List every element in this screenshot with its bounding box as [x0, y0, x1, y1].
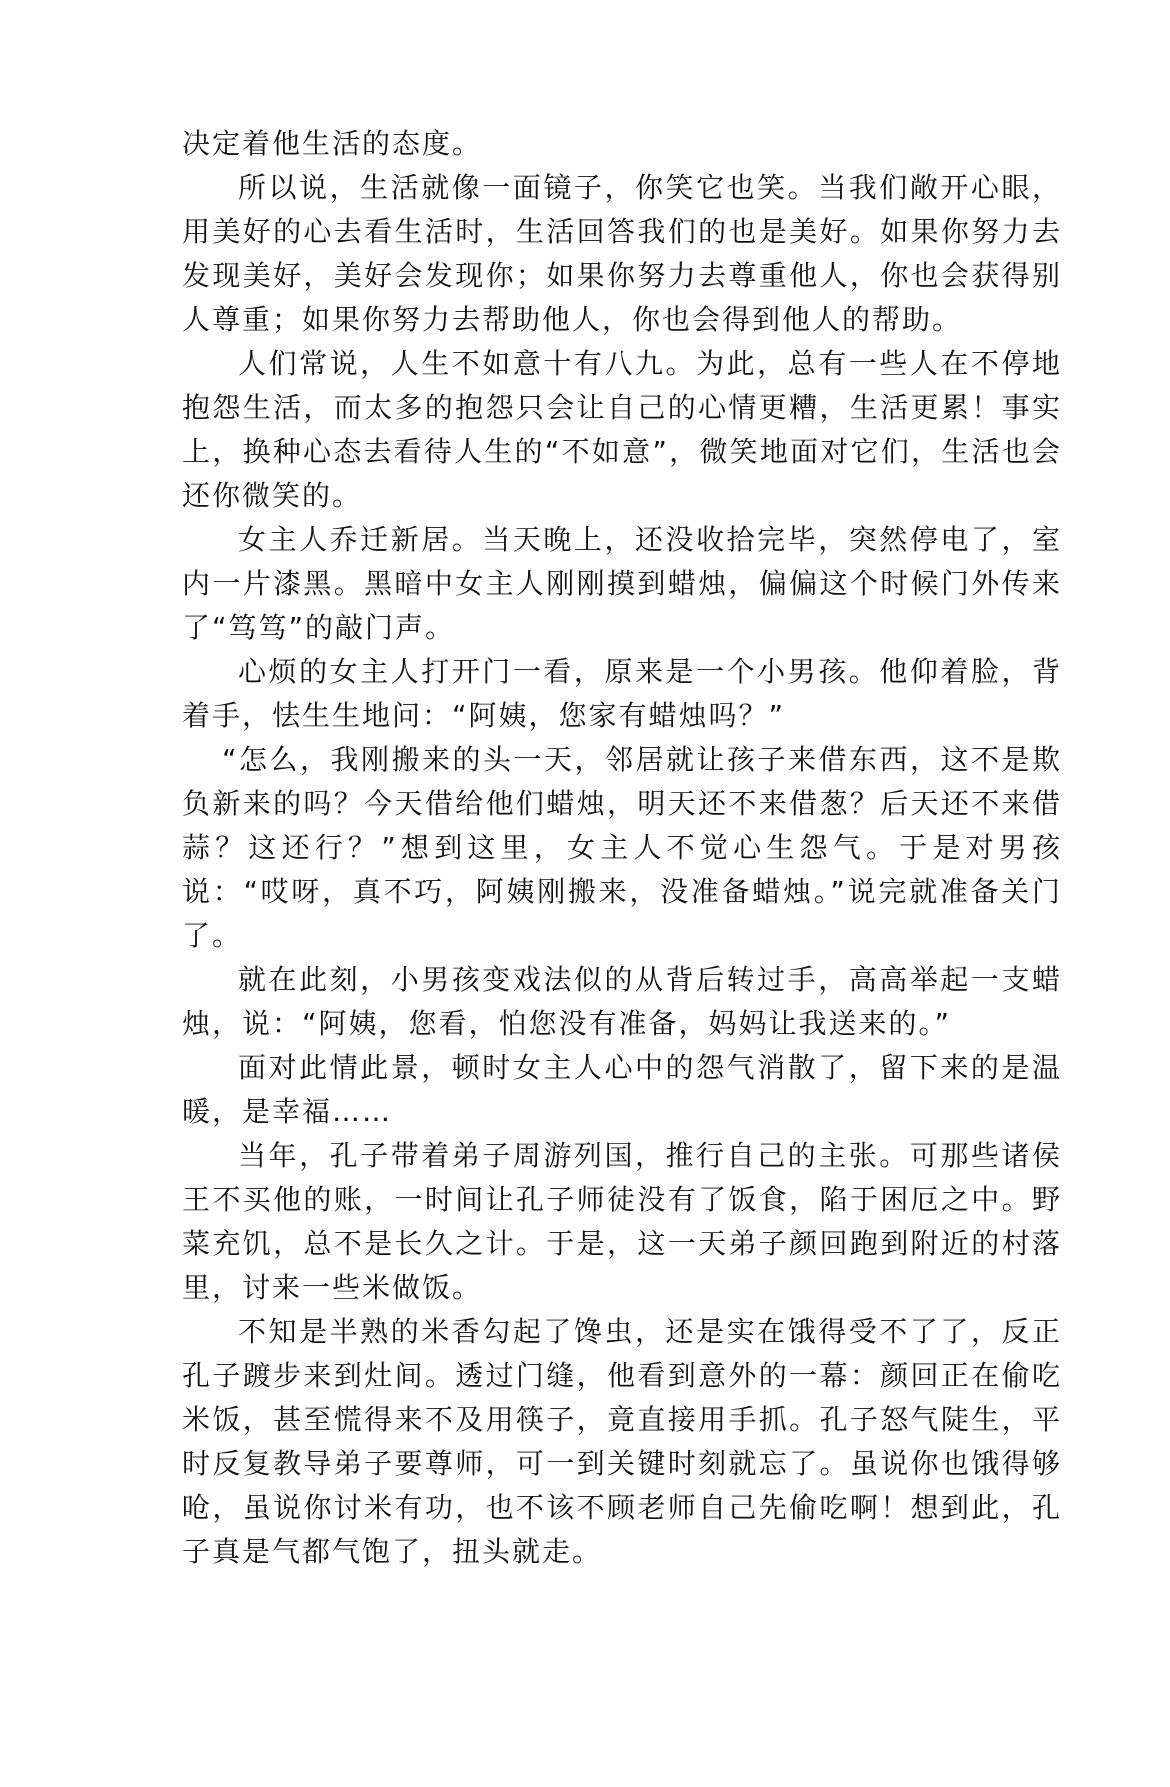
- paragraph-1: 决定着他生活的态度。: [182, 127, 483, 160]
- paragraph-8: 面对此情此景，顿时女主人心中的怨气消散了，留下来的是温暖，是幸福……: [182, 1051, 1062, 1128]
- paragraph-7: 就在此刻，小男孩变戏法似的从背后转过手，高高举起一支蜡烛，说：“阿姨，您看，怕您没有准备，妈妈让我送来的。”: [182, 963, 1062, 1040]
- paragraph-10: 不知是半熟的米香勾起了馋虫，还是实在饿得受不了了，反正孔子踱步来到灶间。透过门缝，他看到意外的一幕：颜回正在偷吃米饭，甚至慌得来不及用筷子，竟直接用手抓。孔子怒气陡生，平时反复教导弟子要尊师，可一到关键时刻就忘了。虽说你也饿得够呛，虽说你讨米有功，也不该不顾老师自己先偷吃啊！想到此，孔子真是气都气饱了，扭头就走。: [182, 1315, 1062, 1568]
- document-body: [182, 122, 1062, 1574]
- paragraph-2: 所以说，生活就像一面镜子，你笑它也笑。当我们敞开心眼，用美好的心去看生活时，生活回答我们的也是美好。如果你努力去发现美好，美好会发现你；如果你努力去尊重他人，你也会获得别人尊重；如果你努力去帮助他人，你也会得到他人的帮助。: [182, 171, 1062, 336]
- paragraph-4: 女主人乔迁新居。当天晚上，还没收拾完毕，突然停电了，室内一片漆黑。黑暗中女主人刚刚摸到蜡烛，偏偏这个时候门外传来了“笃笃”的敲门声。: [182, 523, 1062, 644]
- paragraph-9: 当年，孔子带着弟子周游列国，推行自己的主张。可那些诸侯王不买他的账，一时间让孔子师徒没有了饭食，陷于困厄之中。野菜充饥，总不是长久之计。于是，这一天弟子颜回跑到附近的村落里，讨来一些米做饭。: [182, 1139, 1062, 1304]
- paragraph-3: 人们常说，人生不如意十有八九。为此，总有一些人在不停地抱怨生活，而太多的抱怨只会让自己的心情更糟，生活更累！事实上，换种心态去看待人生的“不如意”，微笑地面对它们，生活也会还你微笑的。: [182, 347, 1062, 512]
- paragraph-5: 心烦的女主人打开门一看，原来是一个小男孩。他仰着脸，背着手，怯生生地问：“阿姨，您家有蜡烛吗？”: [182, 655, 1062, 732]
- paragraph-6: “怎么，我刚搬来的头一天，邻居就让孩子来借东西，这不是欺负新来的吗？今天借给他们蜡烛，明天还不来借葱？后天还不来借蒜？这还行？”想到这里，女主人不觉心生怨气。于是对男孩说：“哎呀，真不巧，阿姨刚搬来，没准备蜡烛。”说完就准备关门了。: [182, 743, 1062, 952]
